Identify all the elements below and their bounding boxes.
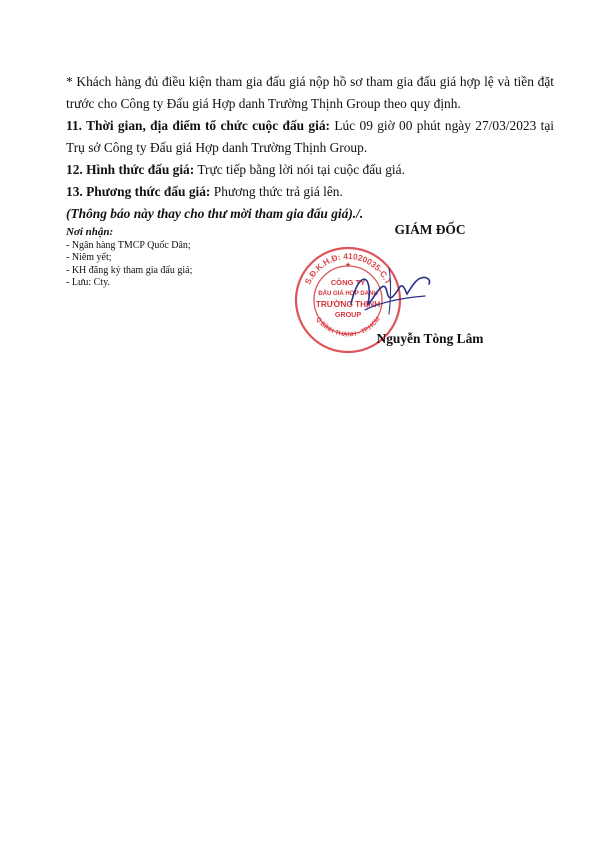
seal-star-icon: ★ bbox=[344, 261, 352, 269]
paragraph-13-label: 13. Phương thức đấu giá: bbox=[66, 184, 211, 199]
seal-line-2: ĐẤU GIÁ HỢP DANH bbox=[318, 291, 378, 297]
recipients-title: Nơi nhận: bbox=[66, 226, 114, 238]
paragraph-13-text: Phương thức trả giá lên. bbox=[210, 184, 343, 199]
seal-bottom-text: Q.BÌNH THẠNH - TP.HCM bbox=[314, 315, 382, 339]
signer-name: Nguyễn Tòng Lâm bbox=[376, 331, 484, 346]
paragraph-11-text: Lúc 09 giờ 00 phút ngày 27/03/2023 tại Trụ sở Công ty Đấu giá Hợp danh Trường Thịnh Group. bbox=[66, 118, 554, 155]
seal-outer-text: S.Đ.K.H.Đ: 41020035-C.T bbox=[302, 250, 394, 286]
seal-line-3: TRƯỜNG THỊNH bbox=[315, 300, 381, 309]
paragraph-eligibility-text: * Khách hàng đủ điều kiện tham gia đấu giá nộp hồ sơ tham gia đấu giá hợp lệ và tiền đặt trước cho Công ty Đấu giá Hợp danh Trường Thịnh Group theo quy định. bbox=[66, 74, 554, 111]
paragraph-12-text: Trực tiếp bằng lời nói tại cuộc đấu giá. bbox=[194, 162, 405, 177]
seal-line-4: GROUP bbox=[334, 310, 362, 319]
recipient-item: - Lưu: Cty. bbox=[66, 277, 110, 288]
recipient-item: - Niêm yết; bbox=[66, 252, 112, 263]
recipients-block bbox=[66, 226, 306, 290]
paragraph-11-time-location bbox=[66, 115, 554, 159]
paragraph-12-label: 12. Hình thức đấu giá: bbox=[66, 162, 195, 177]
paragraph-eligibility bbox=[66, 71, 554, 115]
notice-note: (Thông báo này thay cho thư mời tham gia đấu giá)./. bbox=[66, 206, 364, 221]
recipient-item: - KH đăng ký tham gia đấu giá; bbox=[66, 264, 193, 276]
recipient-item: - Ngân hàng TMCP Quốc Dân; bbox=[66, 239, 191, 251]
paragraph-13-auction-method bbox=[66, 181, 554, 203]
handwritten-signature bbox=[345, 258, 437, 328]
seal-line-1: CÔNG TY bbox=[330, 278, 366, 287]
paragraph-11-label: 11. Thời gian, địa điểm tổ chức cuộc đấu giá: bbox=[66, 118, 331, 133]
paragraph-12-auction-form bbox=[66, 159, 554, 181]
director-title: GIÁM ĐỐC bbox=[394, 222, 466, 237]
